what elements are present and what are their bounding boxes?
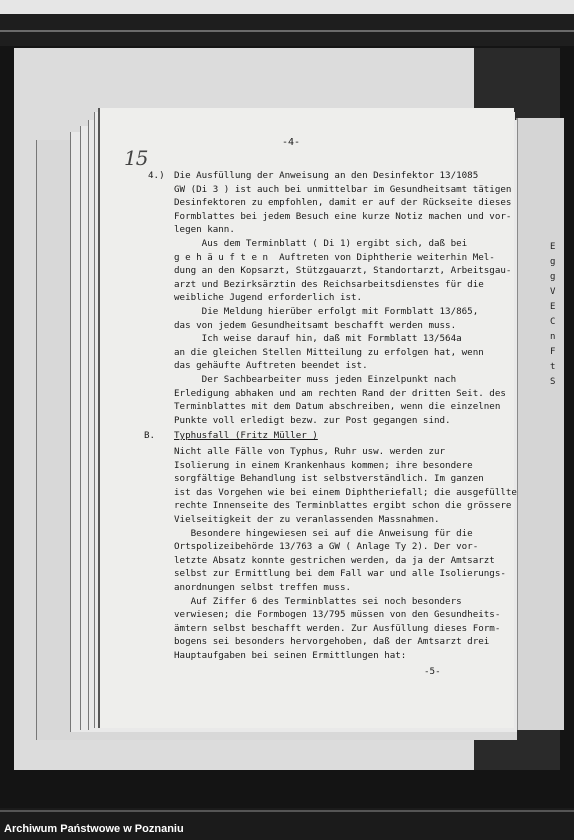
text-line: letzte Absatz konnte gestrichen werden, da ja der Amtsarzt xyxy=(174,554,495,566)
adjacent-page-letter: t xyxy=(550,362,556,372)
text-line: dung an den Kopsarzt, Stützgauarzt, Standortarzt, Arbeitsgau- xyxy=(174,265,512,277)
top-border xyxy=(0,0,574,14)
text-line: rechte Innenseite des Terminblattes ergibt schon die grössere xyxy=(174,500,512,512)
text-line: Terminblattes mit dem Datum abschreiben, wenn die einzelnen xyxy=(174,401,501,413)
text-line: Punkte voll erledigt bezw. zur Post gegangen sind. xyxy=(174,414,451,426)
handwritten-margin-mark: 15 xyxy=(124,146,148,170)
footer-bar xyxy=(0,808,574,840)
text-line: Hauptaufgaben bei seinen Ermittlungen hat: xyxy=(174,650,407,661)
text-line: sorgfältige Behandlung ist selbstverständlich. Im ganzen xyxy=(174,473,484,485)
text-line: Vielseitigkeit der zu veranlassenden Massnahmen. xyxy=(174,514,440,525)
film-edge xyxy=(0,14,574,46)
text-line: Der Sachbearbeiter muss jeden Einzelpunkt nach xyxy=(174,374,457,385)
archive-footer: Archiwum Państwowe w Poznaniu xyxy=(4,823,184,835)
adjacent-page-letter: E xyxy=(550,302,556,312)
text-line: selbst zur Ermittlung bei dem Fall war und alle Isolierungs- xyxy=(174,568,506,580)
next-page-marker: -5- xyxy=(424,666,441,677)
text-line: bogens sei besonders hervorgehoben, daß der Amtsarzt drei xyxy=(174,636,490,648)
text-line: arzt und Bezirksärztin des Reichsarbeitsdienstes für die xyxy=(174,278,484,290)
text-line: Desinfektoren zu empfohlen, damit er auf der Rückseite dieses xyxy=(174,197,512,209)
section-heading: Typhusfall (Fritz Müller ) xyxy=(174,430,318,441)
text-line: Auf Ziffer 6 des Terminblattes sei noch besonders xyxy=(174,595,462,607)
page-number: -4- xyxy=(282,137,301,148)
text-line: ist das Vorgehen wie bei einem Diphtheriefall; die ausgefüllte xyxy=(174,486,517,498)
text-line: Aus dem Terminblatt ( Di 1) ergibt sich, daß bei xyxy=(174,238,468,249)
text-line: verwiesen; die Formbogen 13/795 müssen von den Gesundheits- xyxy=(174,609,501,621)
adjacent-page-letter: E xyxy=(550,242,556,252)
text-line: an die gleichen Stellen Mitteilung zu erfolgen hat, wenn xyxy=(174,346,484,358)
adjacent-page-letter: g xyxy=(550,272,556,282)
text-line: Nicht alle Fälle von Typhus, Ruhr usw. werden zur xyxy=(174,446,446,457)
adjacent-page xyxy=(516,118,564,730)
text-line: weibliche Jugend erforderlich ist. xyxy=(174,292,363,304)
text-line: Formblattes bei jedem Besuch eine kurze Notiz machen und vor- xyxy=(174,210,512,222)
text-line: ämtern selbst beschafft werden. Zur Ausfüllung dieses Form- xyxy=(174,622,501,634)
document-page xyxy=(98,108,517,728)
item-number: 4.) xyxy=(148,170,165,181)
text-line: Besondere hingewiesen sei auf die Anweisung für die xyxy=(174,527,473,539)
text-line: legen kann. xyxy=(174,224,235,236)
adjacent-page-letter: g xyxy=(550,257,556,267)
text-line: Isolierung in einem Krankenhaus kommen; ihre besondere xyxy=(174,459,473,471)
text-line: das von jedem Gesundheitsamt beschafft werden muss. xyxy=(174,319,457,331)
text-line: Ich weise darauf hin, daß mit Formblatt 13/564a xyxy=(174,333,462,345)
text-line: das gehäufte Auftreten beendet ist. xyxy=(174,360,368,372)
section-letter: B. xyxy=(144,430,156,441)
adjacent-page-letter: C xyxy=(550,317,556,327)
text-line: g e h ä u f t e n Auftreten von Diphtherie weiterhin Mel- xyxy=(174,251,495,263)
text-line: GW (Di 3 ) ist auch bei unmittelbar im Gesundheitsamt tätigen xyxy=(174,183,512,195)
text-line: anordnungen selbst treffen muss. xyxy=(174,582,352,593)
text-line: Ortspolizeibehörde 13/763 a GW ( Anlage Ty 2). Der vor- xyxy=(174,541,479,553)
adjacent-page-letter: n xyxy=(550,332,556,342)
adjacent-page-text xyxy=(550,240,570,390)
adjacent-page-letter: S xyxy=(550,377,556,387)
adjacent-page-letter: F xyxy=(550,347,556,357)
adjacent-page-letter: V xyxy=(550,287,556,297)
text-line: Die Ausfüllung der Anweisung an den Desinfektor 13/1085 xyxy=(174,170,479,181)
text-line: Erledigung abhaken und am rechten Rand der dritten Seit. des xyxy=(174,387,506,399)
text-line: Die Meldung hierüber erfolgt mit Formblatt 13/865, xyxy=(174,306,479,317)
